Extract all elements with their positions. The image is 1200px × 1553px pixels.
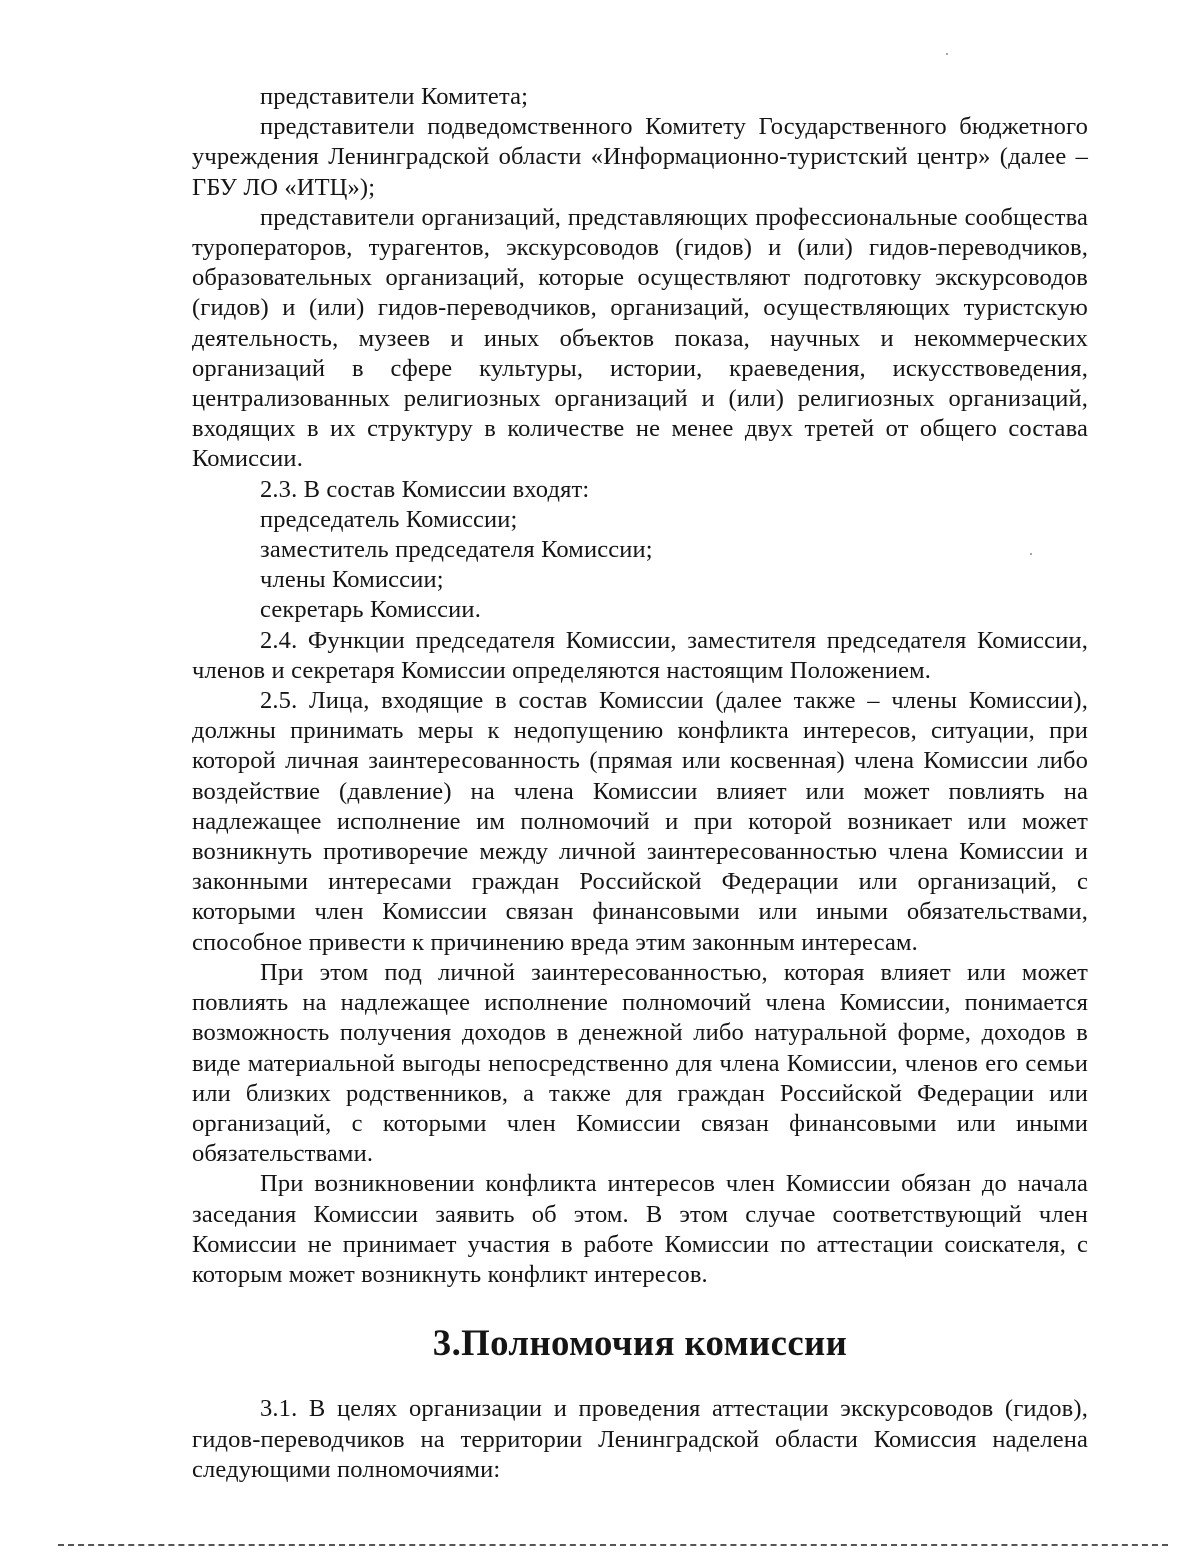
scan-speck [946, 53, 948, 55]
paragraph-3-1: 3.1. В целях организации и проведения аттестации экскурсоводов (гидов), гидов-переводчиков на территории Ленинградской области Комиссия наделена следующими полномочиями: [192, 1395, 1088, 1483]
paragraph-conflict-of-interest: При возникновении конфликта интересов член Комиссии обязан до начала заседания Комиссии заявить об этом. В этом случае соответствующий член Комиссии не принимает участия в работе Комиссии по аттестации соискателя, с которым может возникнуть конфликт интересов. [192, 1170, 1088, 1288]
list-item-secretary: секретарь Комиссии. [260, 596, 481, 624]
section-heading: 3.Полномочия комиссии [432, 1322, 848, 1364]
page-bottom-rule [58, 1544, 1168, 1546]
paragraph-2-5: 2.5. Лица, входящие в состав Комиссии (далее также – члены Комиссии), должны принимать меры к недопущению конфликта интересов, ситуации, при которой личная заинтересованность (прямая или косвенная) члена Комиссии либо воздействие (давление) на члена Комиссии влияет или может повлиять на надлежащее исполнение им полномочий и при которой возникает или может возникнуть противоречие между личной заинтересованностью члена Комиссии и законными интересами граждан Российской Федерации или организаций, с которыми член Комиссии связан финансовыми или иными обязательствами, способное привести к причинению вреда этим законным интересам. [192, 687, 1088, 956]
paragraph-organization-representatives: представители организаций, представляющих профессиональные сообщества туроператоров, турагентов, экскурсоводов (гидов) и (или) гидов-переводчиков, образовательных организаций, которые осуществляют подготовку экскурсоводов (гидов) и (или) гидов-переводчиков, организаций, осуществляющих туристскую деятельность, музеев и иных объектов показа, научных и некоммерческих организаций в сфере культуры, истории, краеведения, искусствоведения, централизованных религиозных организаций и (или) религиозных организаций, входящих в их структуру в количестве не менее двух третей от общего состава Комиссии. [192, 203, 1088, 473]
paragraph-2-4: 2.4. Функции председателя Комиссии, заместителя председателя Комиссии, членов и секретаря Комиссии определяются настоящим Положением. [192, 626, 1088, 684]
paragraph-personal-interest: При этом под личной заинтересованностью, которая влияет или может повлиять на надлежащее исполнение полномочий члена Комиссии, понимается возможность получения доходов в денежной либо натуральной форме, доходов в виде материальной выгоды непосредственно для члена Комиссии, членов его семьи или близких родственников, а также для граждан Российской Федерации или организаций, с которыми член Комиссии связан финансовыми или иными обязательствами. [192, 958, 1088, 1168]
paragraph-itc-representatives: представители подведомственного Комитету Государственного бюджетного учреждения Ленинградской области «Информационно-туристский центр» (далее – ГБУ ЛО «ИТЦ»); [192, 113, 1088, 201]
list-item-members: члены Комиссии; [260, 566, 444, 594]
list-item-chairman: председатель Комиссии; [260, 505, 518, 533]
document-page [192, 82, 1088, 1485]
list-item-deputy-chairman: заместитель председателя Комиссии; [260, 536, 653, 564]
paragraph-2-3: 2.3. В состав Комиссии входят: [260, 475, 590, 503]
scan-speck [1030, 553, 1032, 555]
paragraph-committee-representatives: представители Комитета; [260, 83, 529, 110]
